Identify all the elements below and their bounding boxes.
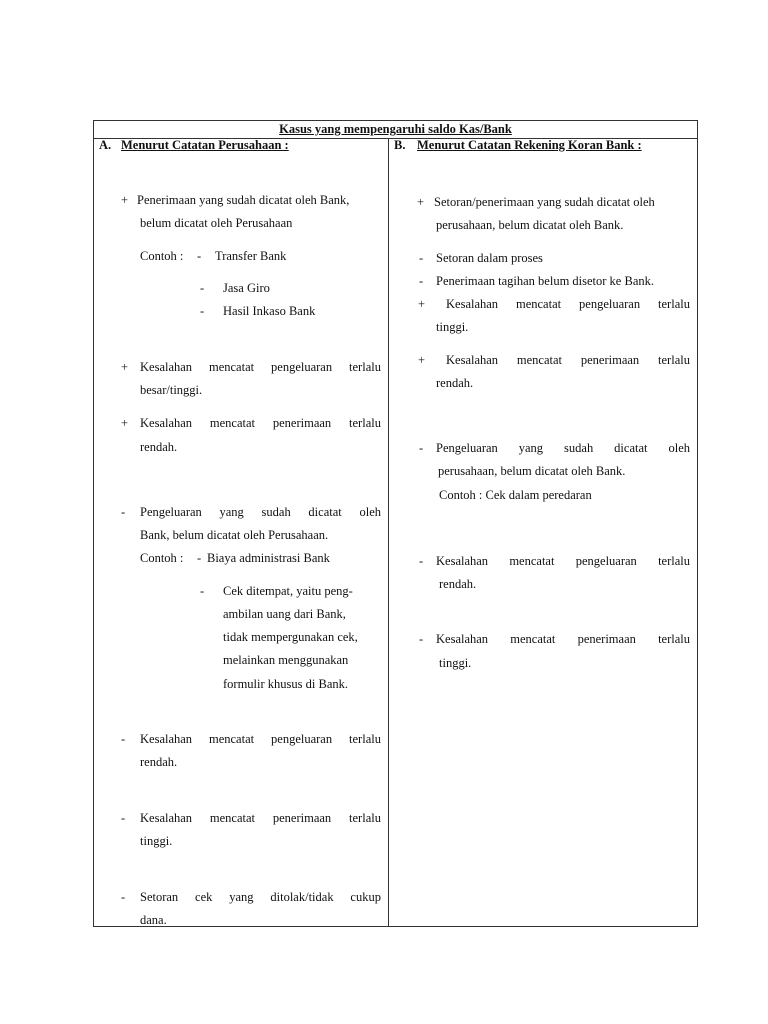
- left-item4-line2: Bank, belum dicatat oleh Perusahaan.: [140, 528, 329, 542]
- right-item6-line1: Pengeluaran yang sudah dicatat oleh: [436, 441, 690, 455]
- left-contoh2-label: Contoh :: [140, 551, 184, 565]
- left-item6-line2: tinggi.: [140, 834, 173, 848]
- left-item1-line2: belum dicatat oleh Perusahaan: [140, 216, 293, 230]
- right-item6-symbol: -: [419, 441, 424, 455]
- left-letter: A.: [99, 138, 112, 152]
- left-item7-symbol: -: [121, 890, 126, 904]
- right-item1-symbol: +: [417, 195, 425, 209]
- right-item6-contoh: Contoh : Cek dalam peredaran: [439, 488, 592, 502]
- right-item4-line2: tinggi.: [436, 320, 469, 334]
- left-contoh1-b-dash: -: [200, 281, 205, 295]
- right-item2-symbol: -: [419, 251, 424, 265]
- left-contoh2-b-line1: Cek ditempat, yaitu peng-: [223, 584, 353, 598]
- left-contoh2-b-dash: -: [200, 584, 205, 598]
- left-contoh2-b-line2: ambilan uang dari Bank,: [223, 607, 346, 621]
- left-heading: Menurut Catatan Perusahaan :: [121, 138, 289, 152]
- left-item1-symbol: +: [121, 193, 129, 207]
- right-item5-line1: Kesalahan mencatat penerimaan terlalu: [446, 353, 690, 367]
- left-contoh2-dash: -: [197, 551, 202, 565]
- right-item6-line2: perusahaan, belum dicatat oleh Bank.: [438, 464, 626, 478]
- right-item8-symbol: -: [419, 632, 424, 646]
- table-title: Kasus yang mempengaruhi saldo Kas/Bank: [94, 121, 697, 139]
- left-item3-line2: rendah.: [140, 440, 178, 454]
- right-item3: Penerimaan tagihan belum disetor ke Bank.: [436, 274, 654, 288]
- left-item2-symbol: +: [121, 360, 129, 374]
- left-item6-symbol: -: [121, 811, 126, 825]
- left-item5-line2: rendah.: [140, 755, 178, 769]
- right-item5-line2: rendah.: [436, 376, 474, 390]
- left-item4-symbol: -: [121, 505, 126, 519]
- left-item5-symbol: -: [121, 732, 126, 746]
- right-item4-line1: Kesalahan mencatat pengeluaran terlalu: [446, 297, 690, 311]
- right-item7-line2: rendah.: [439, 577, 477, 591]
- right-item2: Setoran dalam proses: [436, 251, 543, 265]
- left-item7-line1: Setoran cek yang ditolak/tidak cukup: [140, 890, 381, 904]
- left-item1-line1: Penerimaan yang sudah dicatat oleh Bank,: [137, 193, 350, 207]
- left-item6-line1: Kesalahan mencatat penerimaan terlalu: [140, 811, 381, 825]
- right-item7-line1: Kesalahan mencatat pengeluaran terlalu: [436, 554, 690, 568]
- right-item8-line1: Kesalahan mencatat penerimaan terlalu: [436, 632, 690, 646]
- left-contoh1-label: Contoh :: [140, 249, 184, 263]
- right-item3-symbol: -: [419, 274, 424, 288]
- right-heading: Menurut Catatan Rekening Koran Bank :: [417, 138, 642, 152]
- right-item1-line1: Setoran/penerimaan yang sudah dicatat oleh: [434, 195, 655, 209]
- right-item4-symbol: +: [418, 297, 426, 311]
- left-contoh2-a: Biaya administrasi Bank: [207, 551, 330, 565]
- left-item7-line2: dana.: [140, 913, 167, 927]
- right-item1-line2: perusahaan, belum dicatat oleh Bank.: [436, 218, 624, 232]
- left-contoh1-c-dash: -: [200, 304, 205, 318]
- left-item2-line2: besar/tinggi.: [140, 383, 203, 397]
- cases-table: [93, 120, 698, 927]
- left-contoh1-c: Hasil Inkaso Bank: [223, 304, 316, 318]
- right-letter: B.: [394, 138, 406, 152]
- left-contoh1-dash: -: [197, 249, 202, 263]
- left-item3-symbol: +: [121, 416, 129, 430]
- left-contoh1-b: Jasa Giro: [223, 281, 270, 295]
- left-item5-line1: Kesalahan mencatat pengeluaran terlalu: [140, 732, 381, 746]
- left-contoh1-a: Transfer Bank: [215, 249, 287, 263]
- right-item5-symbol: +: [418, 353, 426, 367]
- left-item3-line1: Kesalahan mencatat penerimaan terlalu: [140, 416, 381, 430]
- left-contoh2-b-line4: melainkan menggunakan: [223, 653, 349, 667]
- left-item4-line1: Pengeluaran yang sudah dicatat oleh: [140, 505, 381, 519]
- left-item2-line1: Kesalahan mencatat pengeluaran terlalu: [140, 360, 381, 374]
- left-contoh2-b-line5: formulir khusus di Bank.: [223, 677, 348, 691]
- column-divider: [388, 138, 389, 926]
- right-item8-line2: tinggi.: [439, 656, 472, 670]
- right-item7-symbol: -: [419, 554, 424, 568]
- left-contoh2-b-line3: tidak mempergunakan cek,: [223, 630, 358, 644]
